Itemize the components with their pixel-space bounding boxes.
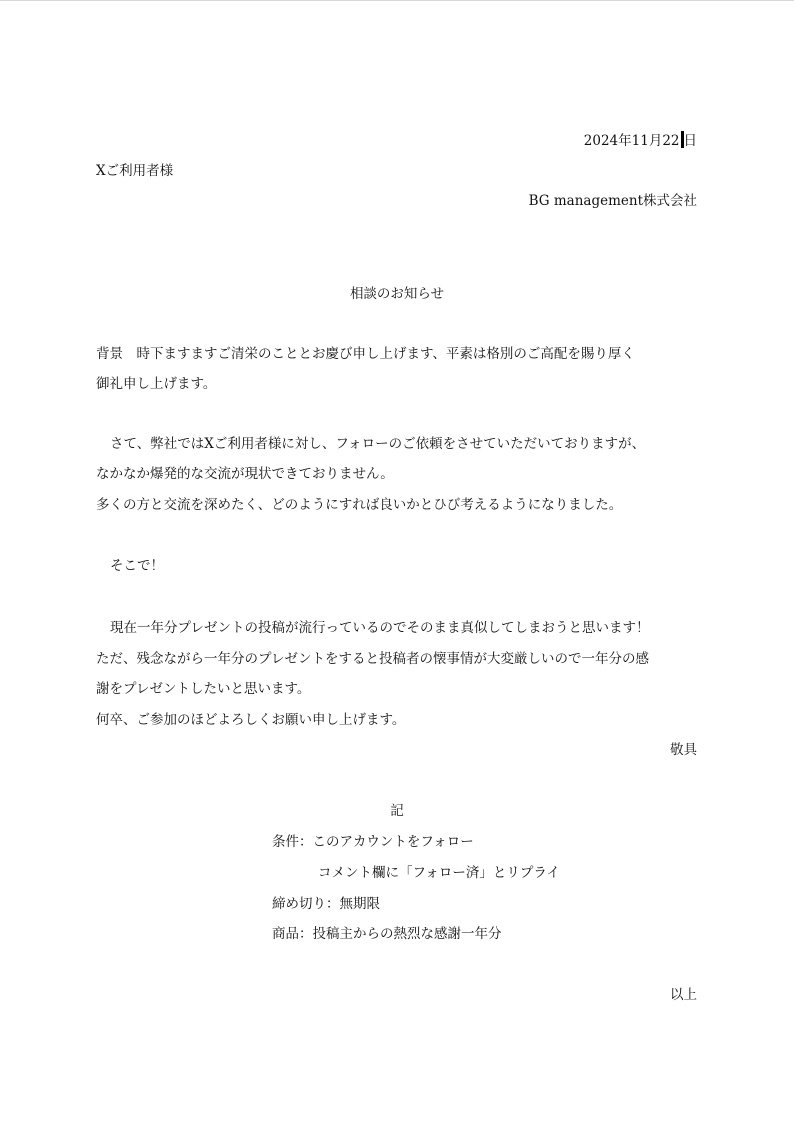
body-line-1: 背景 時下ますますご清栄のこととお慶び申し上げます、平素は格別のご高配を賜り厚く: [96, 346, 635, 362]
ki-item-conditions: 条件：このアカウントをフォロー: [272, 834, 474, 850]
subject-title: 相談のお知らせ: [349, 286, 445, 302]
body-line-7: 現在一年分プレゼントの投稿が流行っているのでそのまま真似してしまおうと思います！: [110, 620, 650, 636]
body-line-8: ただ、残念ながら一年分のプレゼントをすると投稿者の懐事情が大変厳しいので一年分の感: [96, 651, 649, 667]
ki-heading: 記: [390, 803, 404, 819]
ki-item-prize: 商品：投稿主からの熱烈な感謝一年分: [272, 926, 502, 942]
body-line-3: さて、弊社ではXご利用者様に対し、フォローのご依頼をさせていただいておりますが、: [110, 436, 646, 452]
body-line-10: 何卒、ご参加のほどよろしくお願い申し上げます。: [96, 712, 406, 728]
recipient-line: Xご利用者様: [96, 163, 174, 179]
body-line-2: 御礼申し上げます。: [96, 376, 217, 392]
date-text: 2024年11月22: [583, 133, 680, 149]
ki-item-conditions-cont: コメント欄に「フォロー済」とリプライ: [318, 865, 560, 881]
closing-keigu: 敬具: [670, 742, 697, 758]
body-line-6: そこで！: [110, 558, 164, 574]
body-line-9: 謝をプレゼントしたいと思います。: [96, 681, 311, 697]
ki-item-deadline: 締め切り：無期限: [272, 896, 380, 912]
page-top-border: [0, 0, 794, 1]
letter-date: [584, 131, 697, 150]
date-day-suffix: 日: [683, 133, 697, 149]
end-mark: 以上: [670, 987, 697, 1003]
body-line-5: 多くの方と交流を深めたく、どのようにすれば良いかとひび考えるようになりました。: [96, 497, 623, 513]
body-line-4: なかなか爆発的な交流が現状できておりません。: [96, 466, 394, 482]
sender-line: BG management株式会社: [528, 193, 697, 209]
